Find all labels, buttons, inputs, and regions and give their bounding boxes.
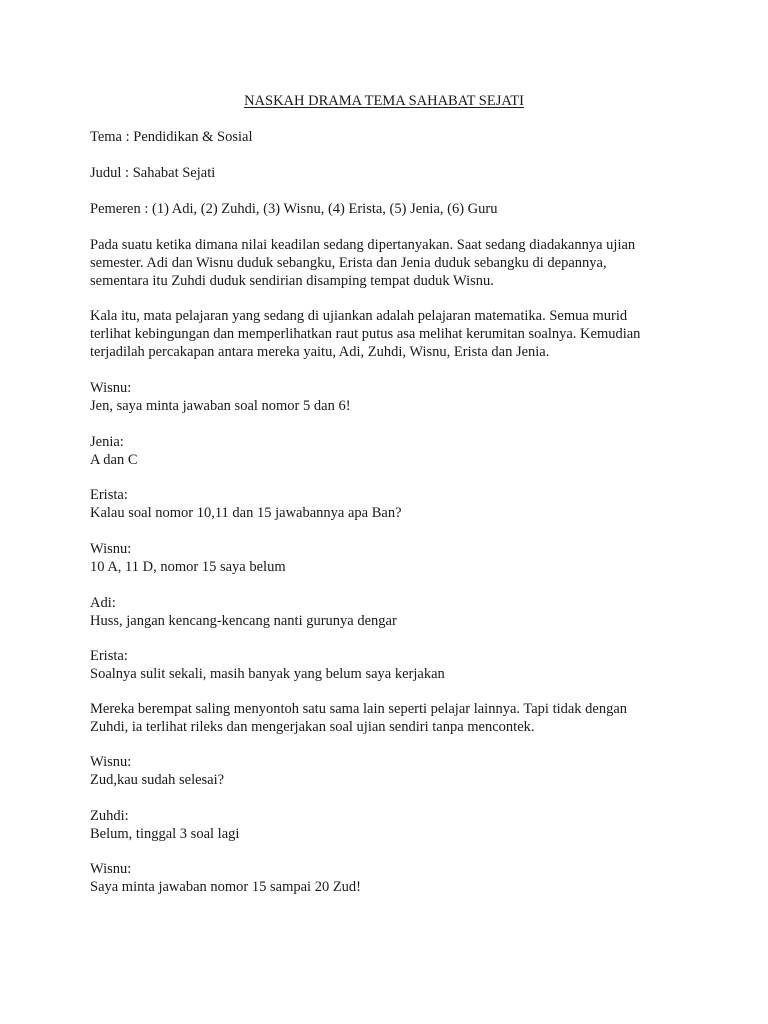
pemeren-line: Pemeren : (1) Adi, (2) Zuhdi, (3) Wisnu, (4) Erista, (5) Jenia, (6) Guru bbox=[90, 201, 498, 217]
paragraph-narration: Mereka berempat saling menyontoh satu sama lain seperti pelajar lainnya. Tapi tidak dengan Zuhdi, ia terlihat rileks dan mengerjakan soal ujian sendiri tanpa mencontek. bbox=[90, 701, 628, 735]
dialogue-block bbox=[90, 486, 680, 522]
tema-line: Tema : Pendidikan & Sosial bbox=[90, 129, 253, 145]
speaker-name: Wisnu: bbox=[90, 380, 132, 396]
speaker-name: Wisnu: bbox=[90, 754, 132, 770]
speaker-name: Wisnu: bbox=[90, 861, 132, 877]
speaker-name: Wisnu: bbox=[90, 541, 132, 557]
dialogue-line: Belum, tinggal 3 soal lagi bbox=[90, 826, 240, 842]
paragraph-setting: Kala itu, mata pelajaran yang sedang di ujiankan adalah pelajaran matematika. Semua murid terlihat kebingungan dan memperlihatkan raut putus asa melihat kerumitan soalnya. Kemudian terjadilah percakapan antara mereka yaitu, Adi, Zuhdi, Wisnu, Erista dan Jenia. bbox=[90, 308, 641, 360]
dialogue-line: A dan C bbox=[90, 452, 138, 468]
dialogue-block bbox=[90, 594, 680, 630]
dialogue-block bbox=[90, 433, 680, 469]
speaker-name: Zuhdi: bbox=[90, 808, 129, 824]
paragraph-opening: Pada suatu ketika dimana nilai keadilan sedang dipertanyakan. Saat sedang diadakannya ujian semester. Adi dan Wisnu duduk sebangku, Erista dan Jenia duduk sebangku di depannya, sementara itu Zuhdi duduk sendirian disamping tempat duduk Wisnu. bbox=[90, 237, 636, 289]
dialogue-line: 10 A, 11 D, nomor 15 saya belum bbox=[90, 559, 286, 575]
speaker-name: Adi: bbox=[90, 595, 116, 611]
dialogue-line: Kalau soal nomor 10,11 dan 15 jawabannya apa Ban? bbox=[90, 505, 402, 521]
speaker-name: Jenia: bbox=[90, 434, 124, 450]
dialogue-block bbox=[90, 379, 680, 415]
dialogue-block bbox=[90, 540, 680, 576]
dialogue-block bbox=[90, 807, 680, 843]
dialogue-line: Huss, jangan kencang-kencang nanti gurunya dengar bbox=[90, 613, 397, 629]
dialogue-line: Soalnya sulit sekali, masih banyak yang belum saya kerjakan bbox=[90, 666, 445, 682]
dialogue-block bbox=[90, 860, 680, 896]
dialogue-block bbox=[90, 647, 680, 683]
speaker-name: Erista: bbox=[90, 487, 128, 503]
speaker-name: Erista: bbox=[90, 648, 128, 664]
dialogue-block bbox=[90, 753, 680, 789]
dialogue-line: Jen, saya minta jawaban soal nomor 5 dan 6! bbox=[90, 398, 351, 414]
dialogue-line: Zud,kau sudah selesai? bbox=[90, 772, 225, 788]
judul-line: Judul : Sahabat Sejati bbox=[90, 165, 216, 181]
dialogue-line: Saya minta jawaban nomor 15 sampai 20 Zud! bbox=[90, 879, 362, 895]
document-title: NASKAH DRAMA TEMA SAHABAT SEJATI bbox=[244, 93, 524, 109]
